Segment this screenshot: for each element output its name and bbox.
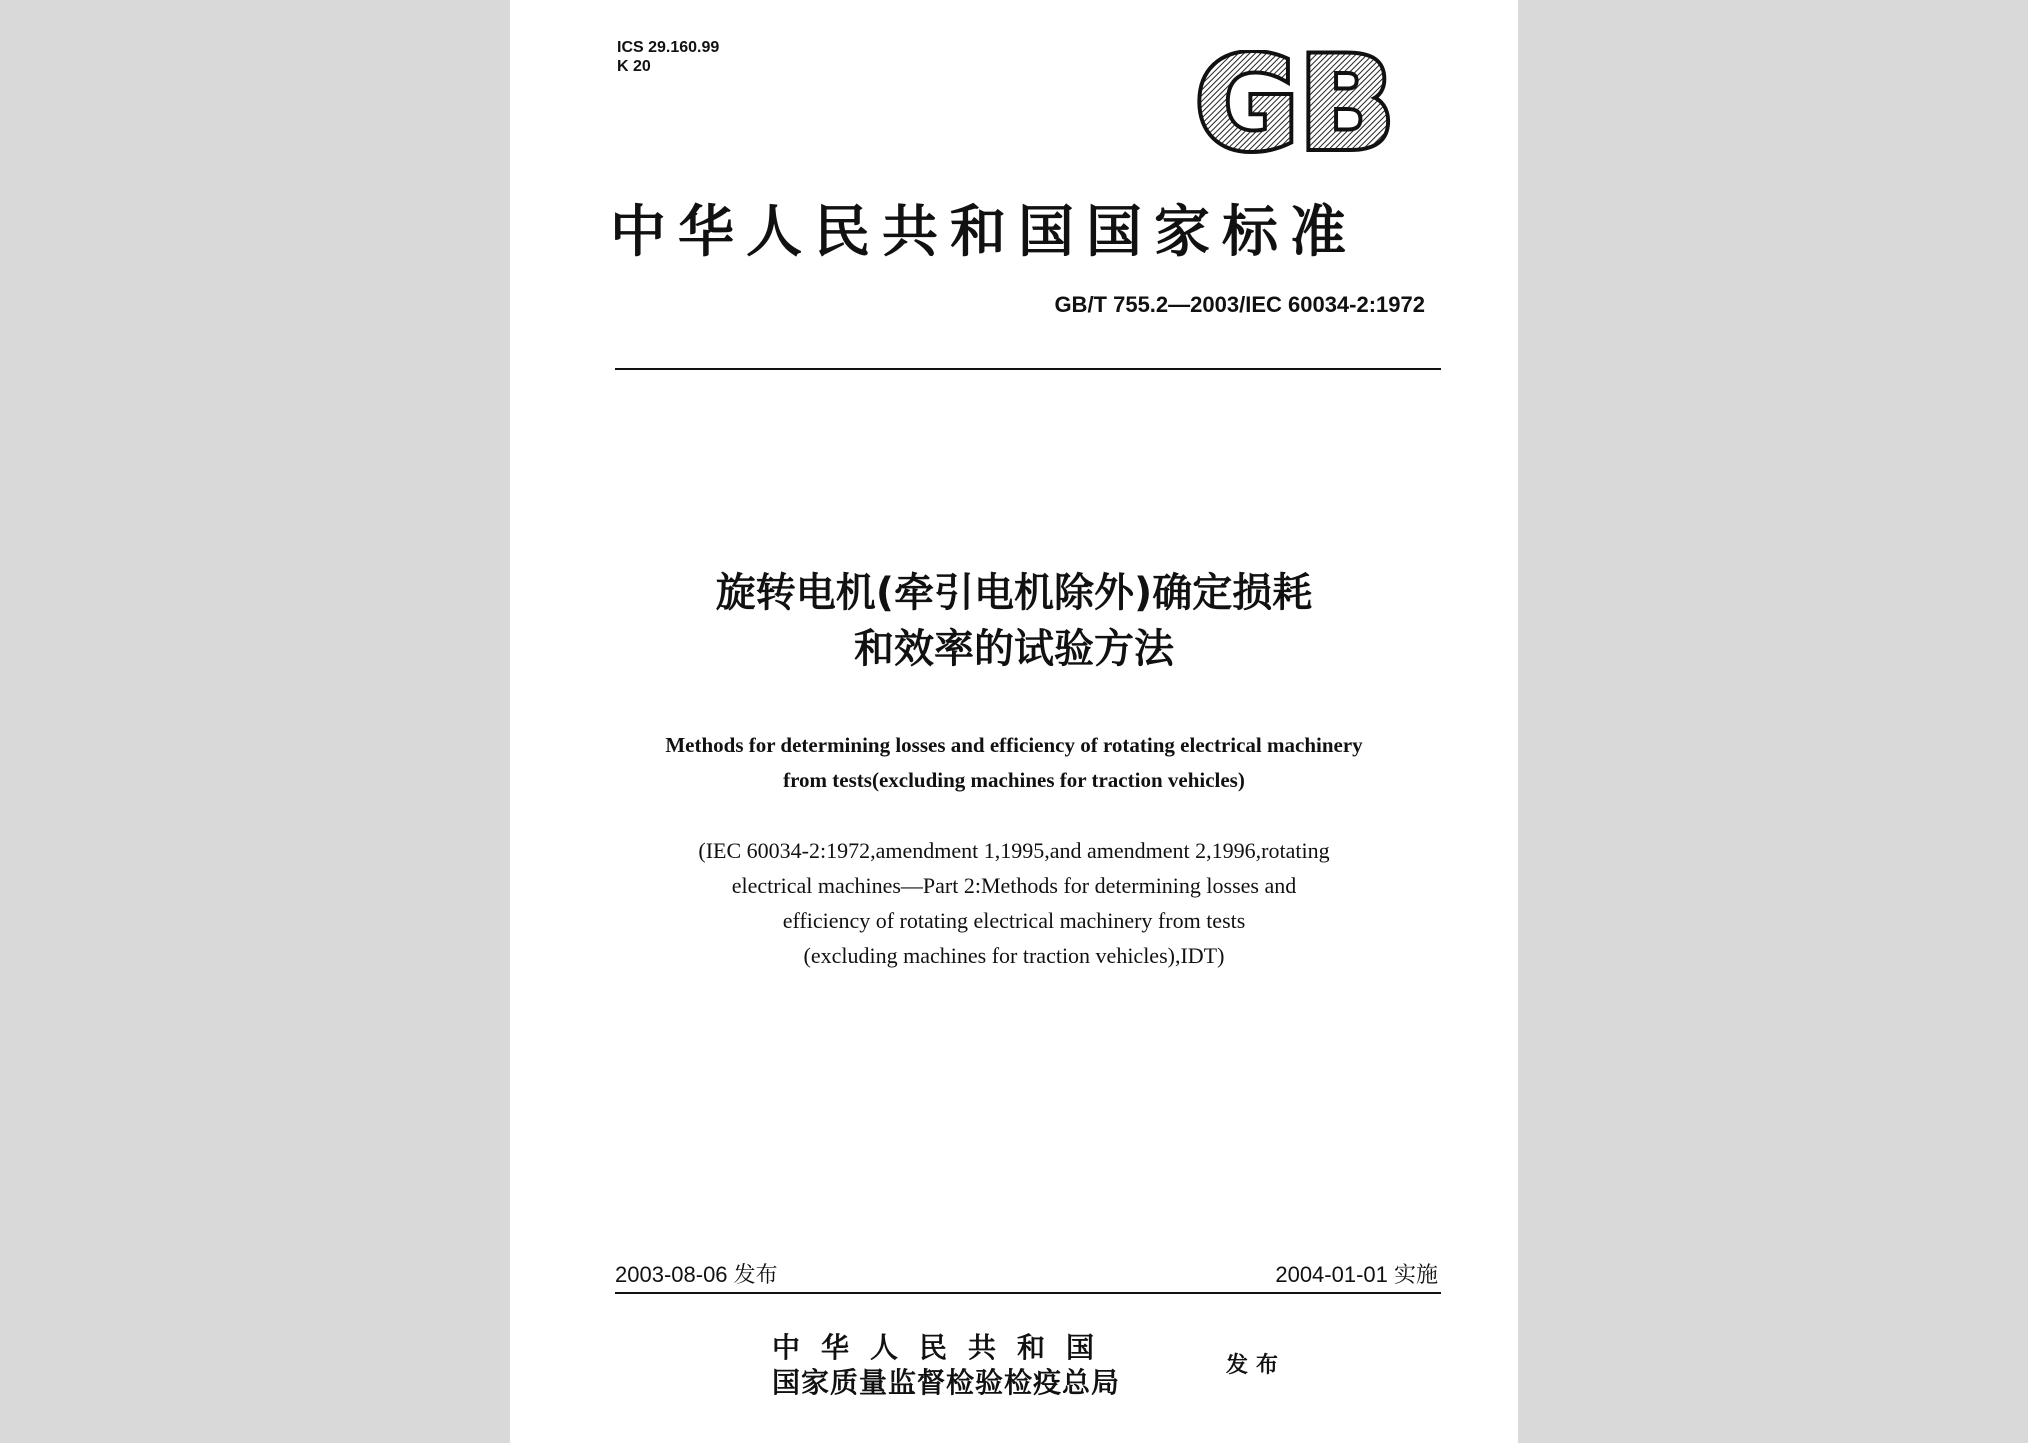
- header-divider: [615, 368, 1441, 370]
- equivalence-note: [510, 833, 1518, 973]
- gb-logo-icon: [1190, 50, 1400, 160]
- issuer-line-1: 中华人民共和国: [772, 1331, 1116, 1364]
- english-title-line-1: Methods for determining losses and efficiency of rotating electrical machinery: [665, 733, 1363, 757]
- national-standard-title: 中华人民共和国国家标准: [610, 200, 1358, 265]
- classification-codes: [617, 38, 719, 76]
- english-title-line-2: from tests(excluding machines for traction vehicles): [783, 768, 1245, 792]
- chinese-title-line-1: 旋转电机(牵引电机除外)确定损耗: [715, 570, 1313, 616]
- equivalence-note-line-2: electrical machines—Part 2:Methods for determining losses and: [731, 873, 1297, 898]
- chinese-title: [510, 565, 1518, 677]
- equivalence-note-line-4: (excluding machines for traction vehicles),IDT): [803, 943, 1225, 968]
- implementation-date: 2004-01-01 实施: [1275, 1262, 1438, 1287]
- publish-label: 发布: [1226, 1353, 1287, 1378]
- chinese-title-line-2: 和效率的试验方法: [854, 626, 1174, 672]
- issuer-line-2: 国家质量监督检验检疫总局: [772, 1366, 1121, 1399]
- issuing-authority: [772, 1330, 1120, 1400]
- ics-code: ICS 29.160.99: [617, 39, 720, 56]
- english-title: [510, 728, 1518, 798]
- ccs-code: K 20: [617, 58, 651, 75]
- issue-date: 2003-08-06 发布: [615, 1262, 778, 1287]
- standard-number: GB/T 755.2—2003/IEC 60034-2:1972: [1054, 292, 1425, 317]
- gb-logo-text: GB: [1195, 50, 1395, 160]
- document-page: [510, 0, 1518, 1443]
- equivalence-note-line-3: efficiency of rotating electrical machinery from tests: [782, 908, 1246, 933]
- equivalence-note-line-1: (IEC 60034-2:1972,amendment 1,1995,and amendment 2,1996,rotating: [698, 838, 1330, 863]
- footer-divider: [615, 1292, 1441, 1294]
